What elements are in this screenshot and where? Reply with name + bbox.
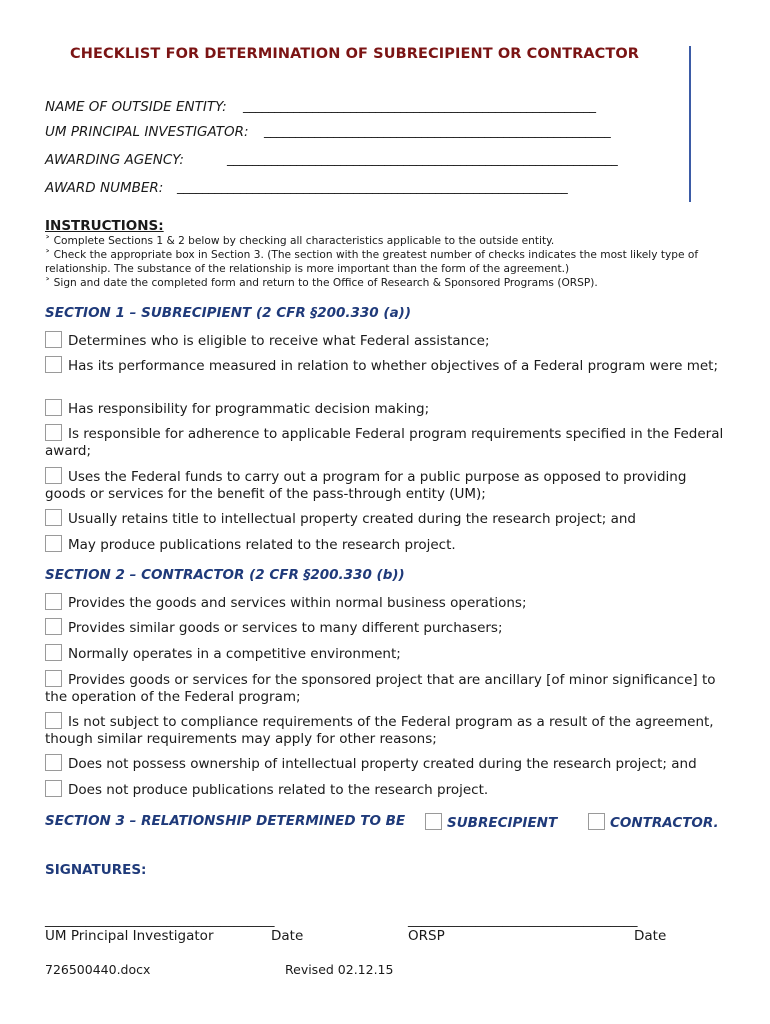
contractor-checkbox[interactable] [588, 813, 605, 830]
section3-heading: SECTION 3 – RELATIONSHIP DETERMINED TO BE [45, 813, 406, 829]
entity-name-label: NAME OF OUTSIDE ENTITY: [45, 99, 227, 115]
agency-field[interactable]: ______________________________________________________________ [227, 152, 618, 167]
checkbox[interactable] [45, 780, 62, 797]
entity-name-field[interactable]: ________________________________________________________ [243, 99, 596, 114]
checkbox[interactable] [45, 331, 62, 348]
orsp-signature-label: ORSP [408, 928, 445, 944]
page-title: CHECKLIST FOR DETERMINATION OF SUBRECIPIENT OR CONTRACTOR [70, 46, 640, 62]
section1-item: Uses the Federal funds to carry out a program for a public purpose as opposed to providing goods or services for the benefit of the pass-through entity (UM); [45, 469, 687, 502]
instruction-1: ˃ Complete Sections 1 & 2 below by checking all characteristics applicable to the outside entity. [45, 235, 555, 247]
subrecipient-option: SUBRECIPIENT [425, 813, 557, 831]
orsp-signature-line[interactable]: __________________________________ [408, 912, 638, 928]
section1-item: Has responsibility for programmatic decision making; [45, 399, 725, 418]
section1-item: Has its performance measured in relation to whether objectives of a Federal program were met; [45, 356, 725, 375]
instructions-heading: INSTRUCTIONS: [45, 218, 164, 234]
checkbox[interactable] [45, 509, 62, 526]
award-number-label: AWARD NUMBER: [45, 180, 164, 196]
signatures-heading: SIGNATURES: [45, 862, 147, 878]
section2-item: Is not subject to compliance requirements of the Federal program as a result of the agreement, though similar requirements may apply for other reasons; [45, 714, 714, 747]
checkbox[interactable] [45, 670, 62, 687]
pi-signature-label: UM Principal Investigator [45, 928, 214, 944]
pi-label: UM PRINCIPAL INVESTIGATOR: [45, 124, 249, 140]
section2-item: Normally operates in a competitive environment; [45, 644, 725, 663]
checkbox[interactable] [45, 535, 62, 552]
checkbox[interactable] [45, 712, 62, 729]
section1-item: Usually retains title to intellectual property created during the research project; and [45, 509, 725, 528]
section2-item: Provides the goods and services within normal business operations; [45, 593, 725, 612]
checkbox[interactable] [45, 399, 62, 416]
agency-label: AWARDING AGENCY: [45, 152, 184, 168]
section2-item: Does not produce publications related to the research project. [45, 780, 725, 799]
section2-heading: SECTION 2 – CONTRACTOR (2 CFR §200.330 (b)) [45, 567, 405, 583]
award-number-field[interactable]: ______________________________________________________________ [177, 180, 568, 195]
margin-rule [689, 46, 691, 202]
checkbox[interactable] [45, 424, 62, 441]
section2-item: Provides similar goods or services to many different purchasers; [45, 618, 725, 637]
section1-item: Determines who is eligible to receive what Federal assistance; [45, 331, 725, 350]
checkbox[interactable] [45, 356, 62, 373]
instruction-2: ˃ Check the appropriate box in Section 3. (The section with the greatest number of checks indicates the most likely type of relationship. The substance of the relationship is more important than the form of the agreement.) [45, 249, 699, 275]
orsp-date-label: Date [634, 928, 667, 944]
footer-revised: Revised 02.12.15 [285, 962, 394, 977]
subrecipient-checkbox[interactable] [425, 813, 442, 830]
instruction-3: ˃ Sign and date the completed form and return to the Office of Research & Sponsored Programs (ORSP). [45, 277, 598, 289]
section1-heading: SECTION 1 – SUBRECIPIENT (2 CFR §200.330 (a)) [45, 305, 412, 321]
checkbox[interactable] [45, 593, 62, 610]
checkbox[interactable] [45, 467, 62, 484]
section1-item: Is responsible for adherence to applicable Federal program requirements specified in the Federal award; [45, 426, 724, 459]
checkbox[interactable] [45, 644, 62, 661]
pi-field[interactable]: _______________________________________________________ [264, 124, 611, 139]
section1-item: May produce publications related to the research project. [45, 535, 725, 554]
contractor-option: CONTRACTOR. [588, 813, 719, 831]
checkbox[interactable] [45, 754, 62, 771]
pi-date-label: Date [271, 928, 304, 944]
section2-item: Provides goods or services for the sponsored project that are ancillary [of minor significance] to the operation of the Federal program; [45, 672, 716, 705]
footer-filename: 726500440.docx [45, 962, 151, 977]
pi-signature-line[interactable]: __________________________________ [45, 912, 275, 928]
section2-item: Does not possess ownership of intellectual property created during the research project; and [45, 754, 725, 773]
checkbox[interactable] [45, 618, 62, 635]
